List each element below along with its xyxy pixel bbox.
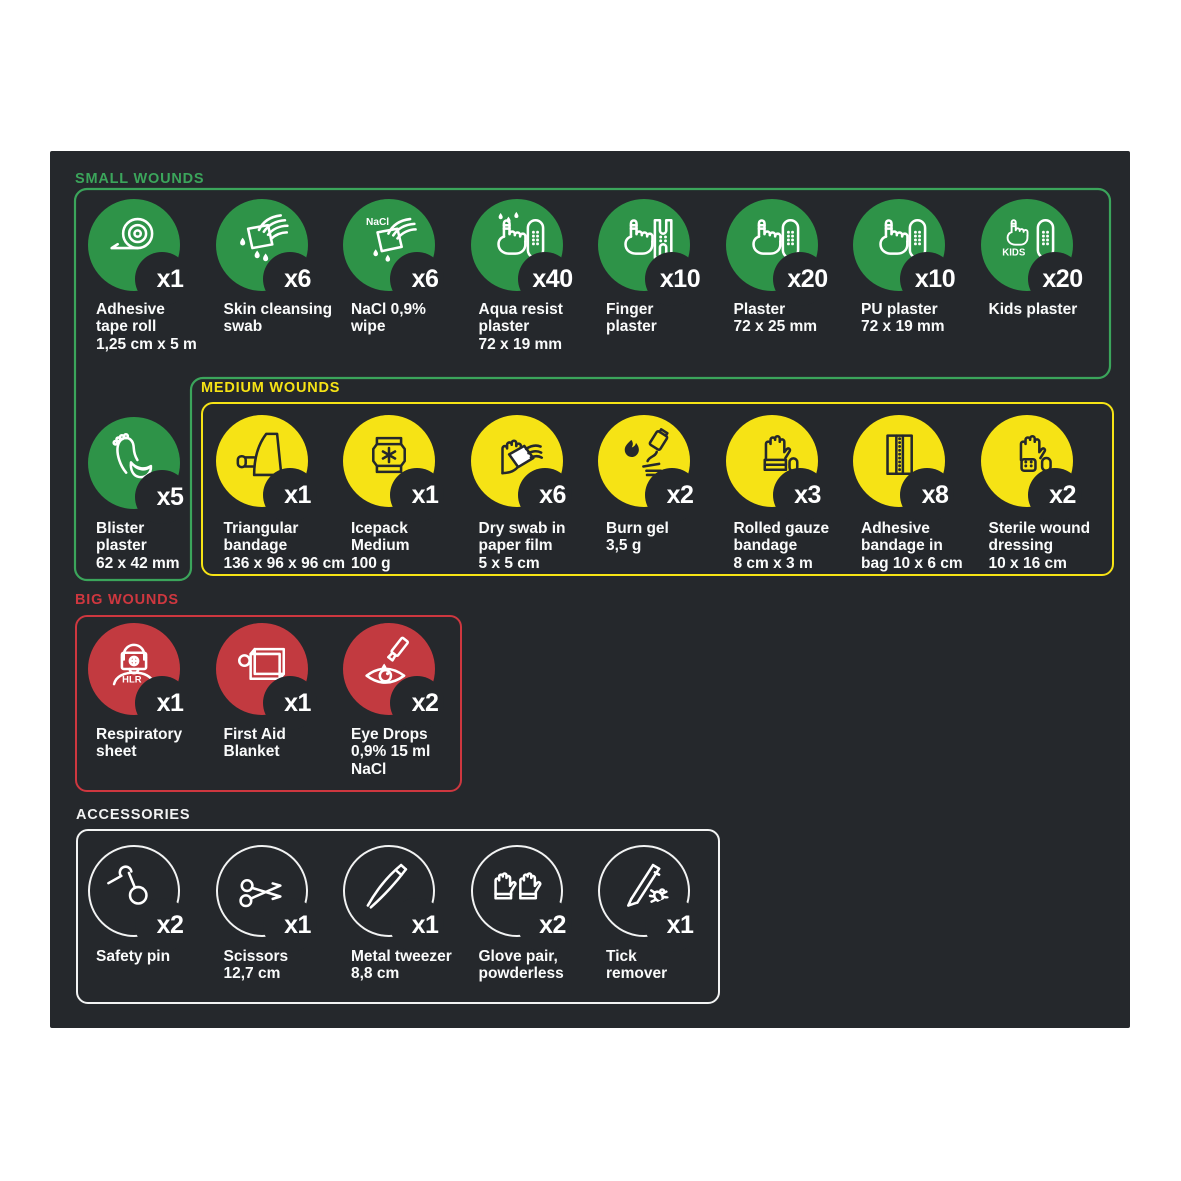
item-label-line: 5 x 5 cm [478,554,540,572]
item-label [351,301,426,336]
quantity-badge: x6 [539,481,566,509]
quantity-badge: x10 [914,265,956,293]
section-title-medium-wounds: MEDIUM WOUNDS [201,380,341,396]
svg-text:NaCl: NaCl [366,217,390,229]
item-label-line: Respiratory [96,726,183,743]
item-label-line: 1,25 cm x 5 m [96,335,197,353]
quantity-badge: x3 [794,481,821,509]
item-label [96,726,182,761]
item-label [606,520,669,555]
item-label [224,726,286,761]
svg-text:HLR: HLR [122,673,142,685]
quantity-badge: x2 [539,911,566,939]
item-label-line: Medium [351,537,410,555]
item-label-line: 72 x 19 mm [861,318,945,336]
item-label-line: 72 x 25 mm [733,318,818,336]
item-label [606,948,667,983]
item-label-line: bag 10 x 6 cm [861,554,963,572]
item-label-line: Scissors [223,948,289,965]
quantity-badge: x1 [284,689,311,717]
item-label-line: PU plaster [861,301,938,318]
item-label [96,948,170,965]
item-label [479,520,566,572]
item-label-line: Glove pair, [478,948,558,965]
section-title-accessories: ACCESSORIES [76,807,191,823]
item-label-line: Dry swab in [478,520,566,537]
item-label [734,520,830,572]
item-label [96,301,197,353]
section-title-big-wounds: BIG WOUNDS [75,592,179,608]
item-label [989,301,1078,318]
quantity-badge: x20 [1042,265,1083,293]
item-label [351,520,410,572]
quantity-badge: x1 [156,689,184,717]
item-label [96,520,180,572]
item-label-line: paper film [478,537,553,555]
quantity-badge: x6 [411,265,439,293]
item-label-line: Icepack [351,520,408,537]
item-label-line: Safety pin [96,948,171,965]
quantity-badge: x1 [284,481,311,509]
item-label-line: plaster [96,537,147,555]
item-label-line: Burn gel [606,520,669,537]
item-label [224,301,333,336]
quantity-badge: x6 [284,265,311,293]
quantity-badge: x8 [921,481,949,509]
item-label-line: 62 x 42 mm [96,554,180,572]
item-label-line: 0,9% 15 ml [351,743,431,761]
item-label-line: Kids plaster [988,301,1078,318]
item-label-line: bandage in [861,537,943,555]
quantity-badge: x1 [666,911,694,939]
item-label-line: Adhesive [861,520,930,537]
item-label [479,948,564,983]
quantity-badge: x1 [156,265,184,293]
item-label-line: Sterile wound [988,520,1091,537]
svg-text:KIDS: KIDS [1001,247,1025,259]
item-label-line: 72 x 19 mm [478,335,563,353]
item-label-line: plaster [606,318,657,336]
item-label [989,520,1091,572]
item-label-line: NaCl [351,760,387,778]
item-label-line: Skin cleansing [223,301,333,318]
quantity-badge: x40 [532,265,573,293]
item-label-line: Triangular [223,520,299,537]
item-label-line: 10 x 16 cm [988,554,1067,572]
item-label-line: 100 g [351,554,391,572]
item-label [224,520,346,572]
item-label-line: 3,5 g [606,537,642,555]
item-label-line: First Aid [223,726,286,743]
item-label-line: Blanket [223,743,280,761]
quantity-badge: x20 [787,265,828,293]
item-label-line: NaCl 0,9% [351,301,426,318]
item-label-line: 8,8 cm [351,965,400,983]
quantity-badge: x1 [411,481,439,509]
quantity-badge: x2 [1049,481,1076,509]
item-label-line: dressing [988,537,1054,555]
item-label [351,948,452,983]
item-label-line: Blister [96,520,145,537]
item-label-line: bandage [223,537,288,555]
item-label-line: tape roll [96,318,157,336]
item-label [861,301,945,336]
item-label [861,520,963,572]
item-label-line: Tick [606,948,637,965]
item-label-line: Adhesive [96,301,165,318]
item-label-line: 136 x 96 x 96 cm [223,554,346,572]
item-label-line: Aqua resist [478,301,563,318]
quantity-badge: x2 [411,689,439,717]
quantity-badge: x2 [156,911,184,939]
item-label-line: wipe [351,318,386,336]
item-label-line: Eye Drops [351,726,428,743]
item-label [351,726,430,778]
item-label [606,301,657,336]
item-label-line: Metal tweezer [351,948,452,965]
item-label-line: Finger [606,301,654,318]
quantity-badge: x1 [411,911,439,939]
item-label-line: plaster [478,318,530,336]
item-label-line: swab [223,318,263,336]
quantity-badge: x5 [156,483,184,511]
item-label [479,301,563,353]
item-label-line: Plaster [733,301,786,318]
item-label-line: remover [606,965,668,983]
item-label [734,301,818,336]
section-title-small-wounds: SMALL WOUNDS [75,171,205,187]
quantity-badge: x2 [666,481,694,509]
item-label [224,948,289,983]
item-label-line: 12,7 cm [223,965,281,983]
quantity-badge: x1 [284,911,311,939]
item-label-line: 8 cm x 3 m [733,554,813,572]
item-label-line: Rolled gauze [733,520,830,537]
item-label-line: powderless [478,965,564,983]
item-label-line: bandage [733,537,798,555]
item-label-line: sheet [96,743,137,761]
quantity-badge: x10 [659,265,701,293]
